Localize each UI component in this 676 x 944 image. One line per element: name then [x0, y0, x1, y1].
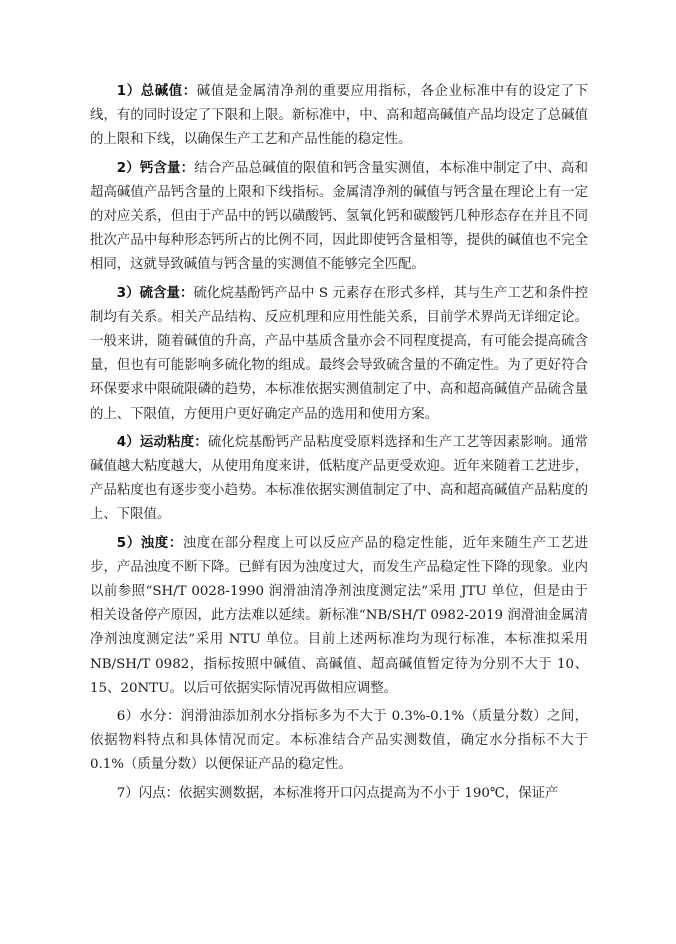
paragraph-turbidity — [90, 532, 588, 701]
paragraph-calcium-content — [90, 157, 588, 278]
document-body — [90, 80, 588, 810]
paragraph-total-base-number — [90, 80, 588, 153]
paragraph-water-content — [90, 705, 588, 778]
paragraph-heading: 3）硫含量： — [116, 285, 194, 301]
paragraph-kinematic-viscosity — [90, 431, 588, 528]
paragraph-flash-point — [90, 782, 588, 806]
paragraph-heading: 5）浊度： — [116, 535, 183, 551]
paragraph-text: 硫化烷基酚钙产品中 S 元素存在形式多样，其与生产工艺和条件控制均有关系。相关产品结构、反应机理和应用性能关系，目前学术界尚无详细定论。一般来讲，随着碱值的升高，产品中基质含量亦会不同程度提高，有可能会提高硫含量，但也有可能影响多硫化物的组成。最终会导致硫含量的不确定性。为了更好符合环保要求中限硫限磷的趋势，本标准依据实测值制定了中、高和超高碱值产品硫含量的上、下限值，方便用户更好确定产品的选用和使用方案。 — [90, 285, 588, 422]
paragraph-heading: 2）钙含量： — [116, 160, 195, 176]
paragraph-text: 硫化烷基酚钙产品粘度受原料选择和生产工艺等因素影响。通常碱值越大粘度越大，从使用角度来讲，低粘度产品更受欢迎。近年来随着工艺进步，产品粘度也有逐步变小趋势。本标准依据实测值制定了中、高和超高碱值产品粘度的上、下限值。 — [90, 434, 588, 523]
paragraph-text: 碱值是金属清净剂的重要应用指标，各企业标准中有的设定了下线，有的同时设定了下限和上限。新标准中，中、高和超高碱值产品均设定了总碱值的上限和下线，以确保生产工艺和产品性能的稳定性。 — [90, 84, 588, 148]
paragraph-text: 结合产品总碱值的限值和钙含量实测值，本标准中制定了中、高和超高碱值产品钙含量的上限和下线指标。金属清净剂的碱值与钙含量在理论上有一定的对应关系，但由于产品中的钙以磺酸钙、氢氧化钙和碳酸钙几种形态存在并且不同批次产品中每种形态钙所占的比例不同，因此即使钙含量相等，提供的碱值也不完全相同，这就导致碱值与钙含量的实测值不能够完全匹配。 — [90, 160, 588, 273]
paragraph-heading: 6）水分： — [116, 709, 181, 725]
paragraph-heading: 7）闪点： — [116, 785, 179, 801]
paragraph-sulfur-content — [90, 282, 588, 427]
paragraph-text: 浊度在部分程度上可以反应产品的稳定性能，近年来随生产工艺进步，产品浊度不断下降。已鲜有因为浊度过大，而发生产品稳定性下降的现象。业内以前参照“SH/T 0028-1990 润滑油清净剂浊度测定法”采用 JTU 单位，但是由于相关设备停产原因，此方法难以延续。新标准“NB/SH/T 0982-2019 润滑油金属清净剂浊度测定法”采用 NTU 单位。目前上述两标准均为现行标准，本标准拟采用 NB/SH/T 0982，指标按照中碱值、高碱值、超高碱值暂定待为分别不大于 10、15、20NTU。以后可依据实际情况再做相应调整。 — [90, 535, 589, 696]
paragraph-text: 依据实测数据，本标准将开口闪点提高为不小于 190℃，保证产 — [178, 785, 559, 801]
paragraph-heading: 4）运动粘度： — [116, 434, 208, 450]
paragraph-heading: 1）总碱值： — [116, 84, 197, 99]
paragraph-text: 润滑油添加剂水分指标多为不大于 0.3%-0.1%（质量分数）之间，依据物料特点和具体情况而定。本标准结合产品实测数值，确定水分指标不大于 0.1%（质量分数）以便保证产品的稳定性。 — [90, 709, 588, 773]
